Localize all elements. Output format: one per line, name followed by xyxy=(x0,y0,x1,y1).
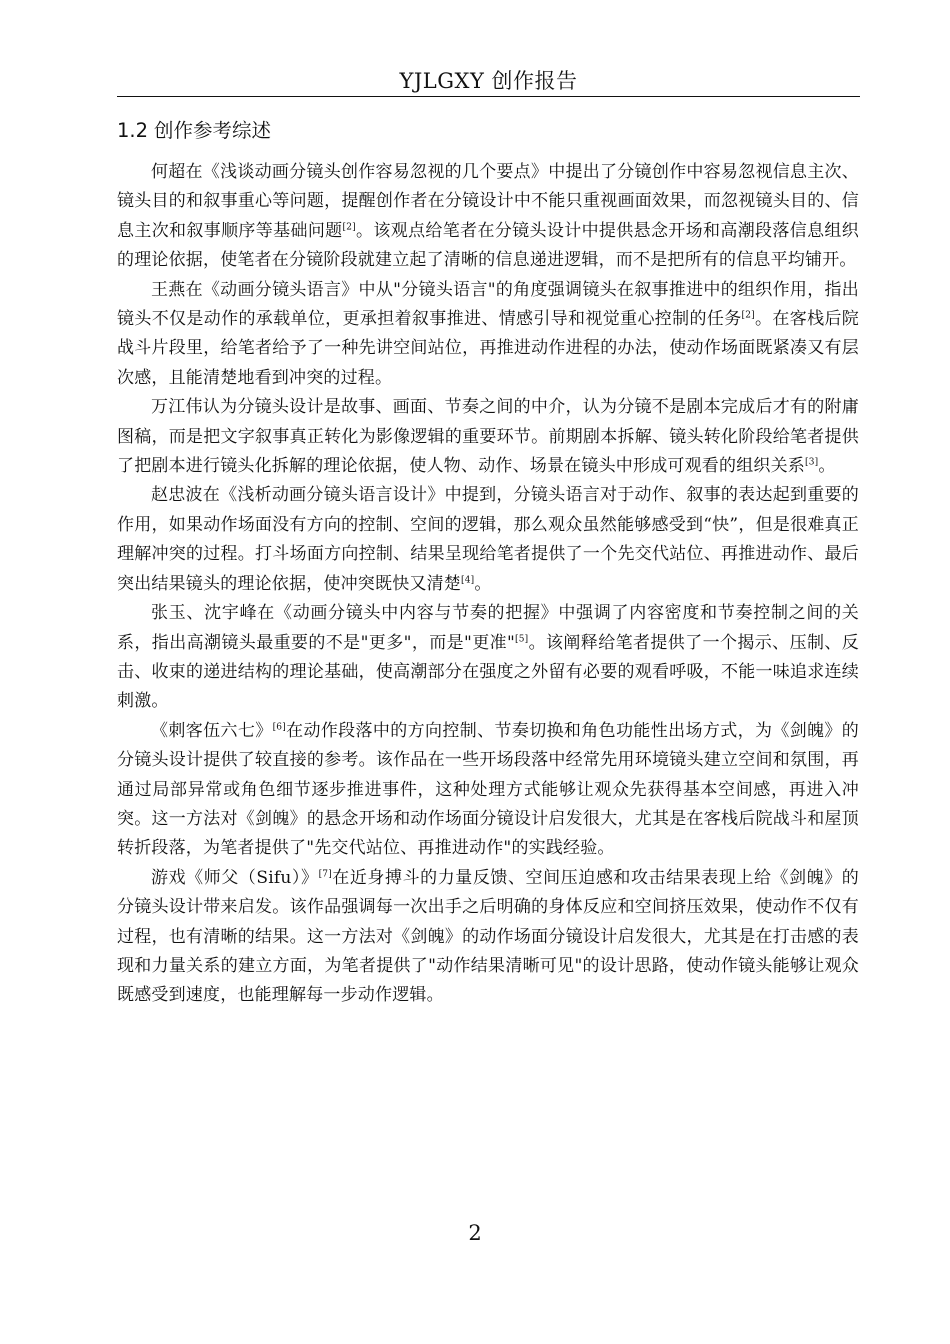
paragraph-text: 。该观点给笔者在分镜头设计中提供悬念开场和高潮段落信息组织的理论依据，使笔者在分镜阶段就建立起了清晰的信息递进逻辑，而不是把所有的信息平均铺开。 xyxy=(117,220,859,271)
section-number: 1.2 xyxy=(117,119,149,142)
paragraph-text: 万江伟认为分镜头设计是故事、画面、节奏之间的中介，认为分镜不是剧本完成后才有的附庸图稿，而是把文字叙事真正转化为影像逻辑的重要环节。前期剧本拆解、镜头转化阶段给笔者提供了把剧本进行镜头化拆解的理论依据，使人物、动作、场景在镜头中形成可观看的组织关系 xyxy=(117,397,859,477)
body-text xyxy=(117,158,859,1011)
paragraph-text: 游戏《师父（Sifu）》 xyxy=(151,867,319,888)
paragraph-text: 赵忠波在《浅析动画分镜头语言设计》中提到，分镜头语言对于动作、叙事的表达起到重要的作用，如果动作场面没有方向的控制、空间的逻辑，那么观众虽然能够感受到“快”，但是很难真正理解冲突的过程。打斗场面方向控制、结果呈现给笔者提供了一个先交代站位、再推进动作、最后突出结果镜头的理论依据，使冲突既快又清楚 xyxy=(117,485,859,594)
paragraph-text: 王燕在《动画分镜头语言》中从"分镜头语言"的角度强调镜头在叙事推进中的组织作用，指出镜头不仅是动作的承载单位，更承担着叙事推进、情感引导和视觉重心控制的任务 xyxy=(117,279,859,330)
header-rule xyxy=(117,96,860,97)
paragraph-text: 在动作段落中的方向控制、节奏切换和角色功能性出场方式，为《剑魄》的分镜头设计提供了较直接的参考。该作品在一些开场段落中经常先用环境镜头建立空间和氛围，再通过局部异常或角色细节逐步推进事件，这种处理方式能够让观众先获得基本空间感，再进入冲突。这一方法对《剑魄》的悬念开场和动作场面分镜设计启发很大，尤其是在客栈后院战斗和屋顶转折段落，为笔者提供了"先交代站位、再推进动作"的实践经验。 xyxy=(117,720,859,859)
paragraph-text: 张玉、沈宇峰在《动画分镜头中内容与节奏的把握》中强调了内容密度和节奏控制之间的关系，指出高潮镜头最重要的不是"更多"，而是"更准" xyxy=(117,603,859,653)
paragraph xyxy=(117,393,859,481)
paragraph-text: 《刺客伍六七》 xyxy=(151,720,273,741)
citation-ref: [2] xyxy=(342,222,356,233)
citation-ref: [2] xyxy=(741,310,755,321)
paragraph-text: 。 xyxy=(818,456,836,477)
citation-ref: [4] xyxy=(461,575,475,586)
paragraph-text: 。 xyxy=(474,573,492,594)
citation-ref: [6] xyxy=(272,722,286,733)
paragraph xyxy=(117,717,859,864)
paragraph xyxy=(117,864,859,1011)
paragraph xyxy=(117,276,859,394)
section-heading xyxy=(117,115,271,147)
paragraph-text: 在近身搏斗的力量反馈、空间压迫感和攻击结果表现上给《剑魄》的分镜头设计带来启发。该作品强调每一次出手之后明确的身体反应和空间挤压效果，使动作不仅有过程，也有清晰的结果。这一方法对《剑魄》的动作场面分镜设计启发很大，尤其是在打击感的表现和力量关系的建立方面，为笔者提供了"动作结果清晰可见"的设计思路，使动作镜头能够让观众既感受到速度，也能理解每一步动作逻辑。 xyxy=(117,867,860,1006)
paragraph-text: 。在客栈后院战斗片段里，给笔者给予了一种先讲空间站位，再推进动作进程的办法，使动作场面既紧凑又有层次感，且能清楚地看到冲突的过程。 xyxy=(117,309,859,388)
paragraph-text: 。该阐释给笔者提供了一个揭示、压制、反击、收束的递进结构的理论基础，使高潮部分在强度之外留有必要的观看呼吸，不能一味追求连续刺激。 xyxy=(117,632,859,712)
paragraph xyxy=(117,481,859,599)
citation-ref: [3] xyxy=(805,457,819,468)
paragraph xyxy=(117,158,859,276)
page-number: 2 xyxy=(468,1221,482,1245)
paragraph-text: 何超在《浅谈动画分镜头创作容易忽视的几个要点》中提出了分镜创作中容易忽视信息主次、镜头目的和叙事重心等问题，提醒创作者在分镜设计中不能只重视画面效果，而忽视镜头目的、信息主次和叙事顺序等基础问题 xyxy=(117,162,859,241)
section-title: 创作参考综述 xyxy=(154,119,272,142)
paragraph xyxy=(117,599,859,717)
citation-ref: [7] xyxy=(318,869,332,880)
citation-ref: [5] xyxy=(515,633,529,644)
running-header: YJLGXY 创作报告 xyxy=(399,69,578,93)
